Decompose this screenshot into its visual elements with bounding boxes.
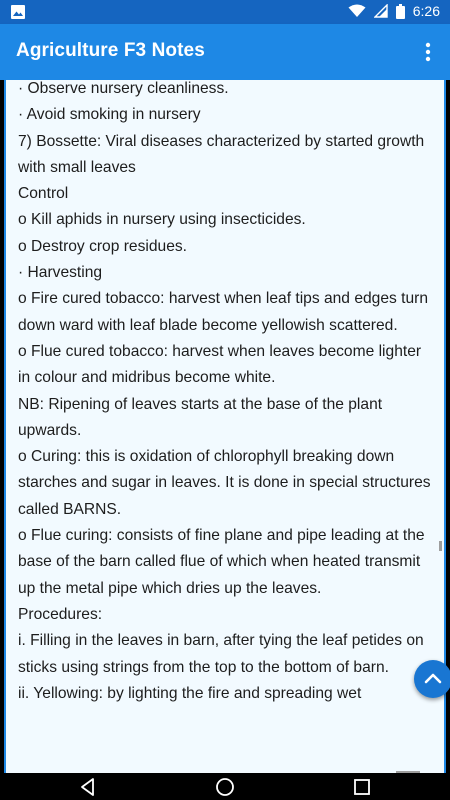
note-line: · Harvesting [18, 264, 103, 282]
note-line: NB: Ripening of leaves starts at the base of the plant upwards. [18, 395, 383, 439]
status-bar [0, 0, 450, 24]
note-line: o Curing: this is oxidation of chlorophyll breaking down starches and sugar in leaves. It is done in special structures called BARNS. [18, 448, 431, 518]
status-time: 6:26 [412, 3, 440, 19]
wifi-icon [348, 4, 366, 18]
note-line: 7) Bossette: Viral diseases characterized by started growth with small leaves [18, 132, 425, 176]
note-line: o Kill aphids in nursery using insecticides. [18, 211, 306, 229]
note-line: · Avoid smoking in nursery [18, 106, 201, 124]
note-line: o Flue curing: consists of fine plane and pipe leading at the base of the barn called flue of which when heated transmit up the metal pipe which dries up the leaves. [18, 527, 425, 597]
navigation-bar [0, 773, 450, 800]
note-line: · Observe nursery cleanliness. [18, 80, 229, 97]
note-line: i. Filling in the leaves in barn, after tying the leaf petides on sticks using strings from the top to the bottom of barn. [18, 632, 424, 676]
note-line: o Destroy crop residues. [18, 237, 188, 255]
note-line: o Flue cured tobacco: harvest when leaves become lighter in colour and midribus become white. [18, 342, 422, 387]
note-line: Procedures: [18, 605, 103, 623]
image-icon [10, 4, 26, 20]
scrollbar-thumb[interactable] [439, 541, 442, 551]
recents-icon[interactable] [352, 777, 372, 797]
status-indicators [348, 3, 440, 19]
page-title: Agriculture F3 Notes [16, 40, 205, 61]
more-vert-icon[interactable] [414, 38, 442, 66]
scroll-to-top-button[interactable] [414, 660, 450, 698]
home-icon[interactable] [215, 777, 235, 797]
notes-content-frame[interactable] [4, 80, 446, 773]
battery-icon [396, 4, 405, 19]
back-icon[interactable] [78, 777, 98, 797]
note-line: Control [18, 185, 69, 203]
chevron-up-icon [414, 660, 450, 698]
signal-icon [374, 4, 388, 18]
app-bar [0, 24, 450, 80]
notes-text [18, 80, 433, 707]
note-line: o Fire cured tobacco: harvest when leaf tips and edges turn down ward with leaf blade become yellowish scattered. [18, 290, 429, 334]
note-line: ii. Yellowing: by lighting the fire and spreading wet [18, 684, 362, 702]
